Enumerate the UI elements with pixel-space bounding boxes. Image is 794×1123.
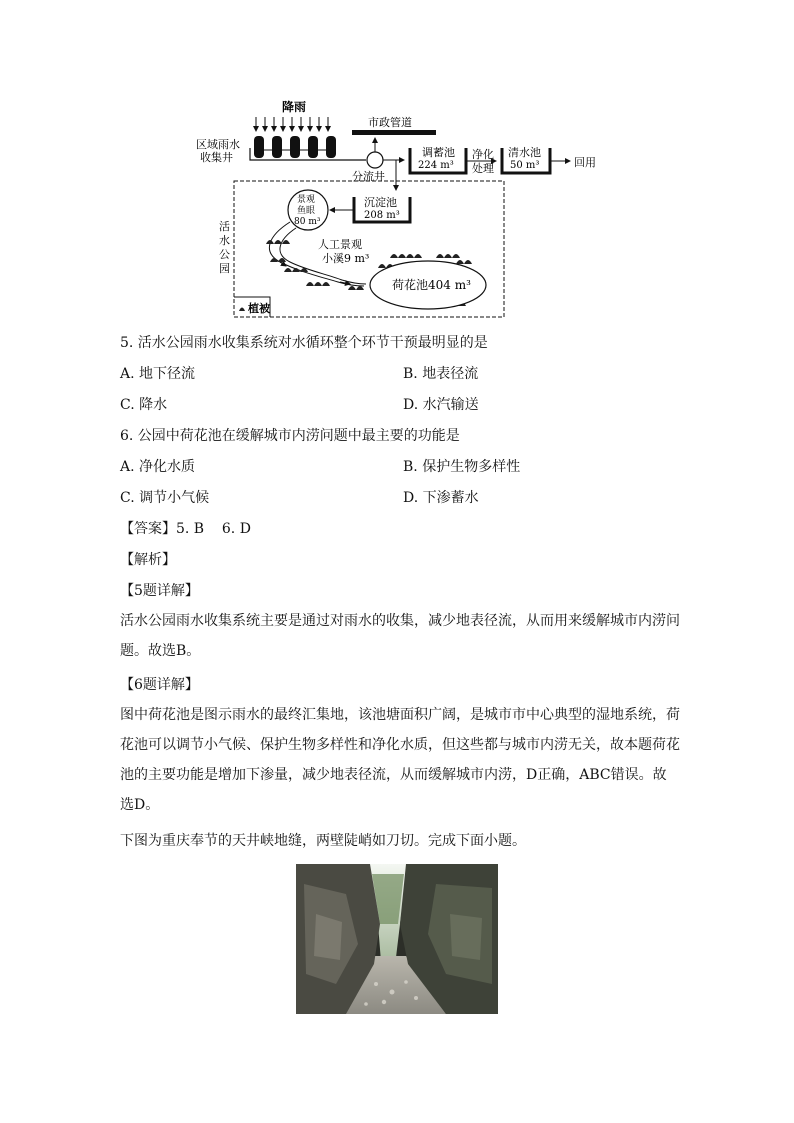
q5-option-c: C. 降水 — [120, 397, 168, 413]
storage-pool-label: 调蓄池 — [422, 146, 455, 159]
rain-arrows — [256, 117, 328, 131]
diversion-well-label: 分流井 — [352, 170, 385, 183]
q5-option-a: A. 地下径流 — [120, 366, 196, 382]
reuse-label: 回用 — [574, 156, 596, 169]
diversion-well-circle — [367, 152, 383, 168]
settling-pool-label: 沉淀池 — [364, 196, 397, 209]
collect-well-label-1: 区域雨水 — [196, 138, 240, 151]
q5-option-d: D. 水汽输送 — [403, 397, 479, 413]
q6-option-a: A. 净化水质 — [120, 459, 196, 475]
intro-line: 下图为重庆奉节的天井峡地缝，两壁陡峭如刀切。完成下面小题。 — [120, 833, 526, 849]
rainwater-system-diagram — [180, 98, 620, 320]
clear-pool-label: 清水池 — [508, 146, 541, 159]
detail6-heading: 【6题详解】 — [120, 677, 199, 693]
q5-option-b: B. 地表径流 — [403, 366, 479, 382]
canyon-photo — [296, 864, 498, 1014]
purify-label-2: 处理 — [472, 162, 494, 175]
collection-wells — [250, 136, 366, 160]
park-label-3: 公 — [219, 248, 230, 261]
q6-stem: 6. 公园中荷花池在缓解城市内涝问题中最主要的功能是 — [120, 428, 460, 444]
vegetation-legend-label: 植被 — [248, 302, 270, 315]
fish-eye-label-1: 景观 — [297, 195, 316, 205]
answer-line: 【答案】5. B 6. D — [120, 521, 251, 537]
rain-label: 降雨 — [282, 100, 307, 114]
park-label-2: 水 — [219, 234, 230, 247]
q6-option-b: B. 保护生物多样性 — [403, 459, 521, 475]
detail6-text: 图中荷花池是图示雨水的最终汇集地，该池塘面积广阔，是城市市中心典型的湿地系统，荷花池可以调节小气候、保护生物多样性和净化水质，但这些都与城市内涝无关，故本题荷花池的主要功能是增加下渗量，减少地表径流，从而缓解城市内涝，D正确，ABC错误。故选D。 — [120, 707, 680, 813]
municipal-pipe-label: 市政管道 — [368, 116, 412, 129]
municipal-pipe-bar — [352, 130, 436, 135]
collect-well-label-2: 收集井 — [200, 151, 233, 164]
stream-label-1: 人工景观 — [318, 238, 362, 251]
detail5-text: 活水公园雨水收集系统主要是通过对雨水的收集，减少地表径流，从而用来缓解城市内涝问题。故选B。 — [120, 613, 680, 659]
purify-label-1: 净化 — [472, 148, 494, 161]
park-label-4: 园 — [219, 262, 230, 275]
clear-pool-volume: 50 m³ — [510, 160, 540, 171]
analysis-heading: 【解析】 — [120, 552, 176, 568]
park-label-1: 活 — [219, 220, 230, 233]
fish-eye-label-2: 鱼眼 — [297, 206, 316, 216]
lotus-pond-label: 荷花池404 m³ — [392, 278, 471, 292]
settling-pool-volume: 208 m³ — [364, 210, 400, 221]
q5-stem: 5. 活水公园雨水收集系统对水循环整个环节干预最明显的是 — [120, 335, 488, 351]
q6-option-c: C. 调节小气候 — [120, 490, 210, 506]
detail5-heading: 【5题详解】 — [120, 583, 199, 599]
stream-label-2: 小溪9 m³ — [322, 252, 370, 265]
q6-option-d: D. 下渗蓄水 — [403, 490, 479, 506]
vegetation-legend-icon — [239, 308, 245, 312]
fish-eye-volume: 80 m³ — [294, 217, 321, 227]
storage-pool-volume: 224 m³ — [418, 160, 454, 171]
